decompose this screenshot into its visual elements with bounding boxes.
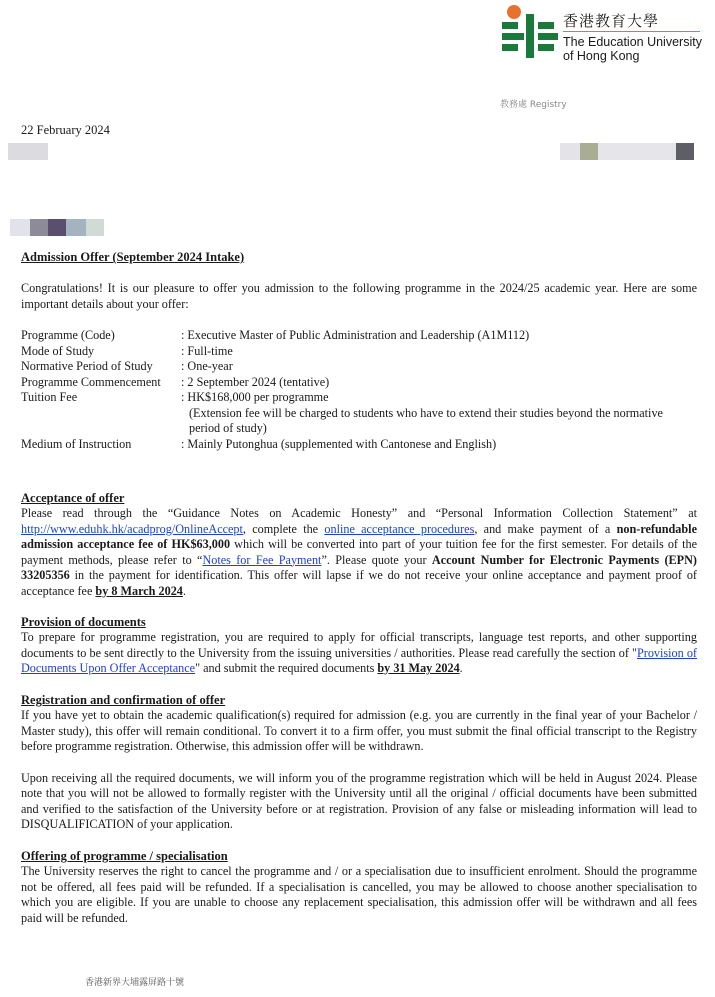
logo-english-line1: The Education University	[563, 35, 702, 49]
details-row	[21, 437, 697, 453]
redacted-block	[676, 143, 694, 160]
detail-value: : 2 September 2024 (tentative)	[181, 374, 330, 389]
registry-label: 教務處 Registry	[500, 100, 567, 110]
detail-value: : HK$168,000 per programme	[181, 390, 329, 404]
acceptance-text: Please read through the “Guidance Notes on Academic Honesty” and “Personal Information Collection Statement” at	[21, 506, 697, 520]
acceptance-text: , complete the	[242, 521, 325, 536]
epn-number-bold: Account Number for Electronic Payments (EPN) 33205356	[21, 552, 697, 582]
detail-value: : Full-time	[181, 343, 233, 358]
provision-paragraph	[21, 630, 697, 677]
redacted-block	[10, 219, 30, 236]
details-row	[21, 344, 697, 360]
intro-paragraph: Congratulations! It is our pleasure to offer you admission to the following programme in the 2024/25 academic year. Here are some important details about your offer:	[21, 281, 697, 311]
offering-section	[21, 849, 697, 926]
programme-details-table	[21, 328, 697, 452]
online-acceptance-procedures-link[interactable]: online acceptance procedures	[324, 521, 475, 536]
detail-label: Mode of Study	[21, 343, 95, 358]
provision-documents-link[interactable]: Provision of Documents Upon Offer Acceptance	[21, 645, 697, 675]
provision-deadline: by 31 May 2024	[377, 661, 460, 675]
provision-text: To prepare for programme registration, you are required to apply for official transcripts, language test reports, and other supporting documents to be sent directly to the University from the issuing universities / authorities. Please read carefully the section of "	[21, 630, 697, 660]
registration-paragraph-2: Upon receiving all the required documents, we will inform you of the programme registration which will be held in August 2024. Please note that you will not be allowed to formally register with the University until all the original / official documents have been submitted and verified to the satisfaction of the University before or at registration. Provision of any false or misleading information will lead to DISQUALIFICATION of your application.	[21, 770, 697, 831]
footer-address: 香港新界大埔露屏路十號	[85, 978, 185, 988]
logo-english-name	[563, 35, 702, 63]
detail-value: : One-year	[181, 359, 233, 373]
provision-section	[21, 615, 697, 677]
logo-chinese-name: 香港教育大學	[563, 12, 660, 30]
detail-label: Programme (Code)	[21, 328, 115, 342]
registration-title: Registration and confirmation of offer	[21, 693, 226, 707]
eduhk-logo-icon	[500, 4, 558, 62]
acceptance-deadline: by 8 March 2024	[95, 583, 183, 598]
detail-value-cell	[181, 390, 697, 437]
logo-english-line2: of Hong Kong	[563, 49, 640, 63]
redacted-block	[30, 219, 48, 236]
acceptance-text: .	[182, 583, 186, 598]
redacted-block	[48, 219, 66, 236]
provision-text: " and submit the required documents	[195, 661, 378, 675]
redacted-block	[66, 219, 86, 236]
acceptance-fee-bold: non-refundable admission acceptance fee of HK$63,000	[21, 521, 697, 551]
redacted-block	[86, 219, 104, 236]
detail-label: Medium of Instruction	[21, 436, 132, 451]
details-row	[21, 375, 697, 391]
registration-paragraph-1: If you have yet to obtain the academic qualification(s) required for admission (e.g. you are currently in the final year of your Bachelor / Master study), this offer will remain conditional. To convert it to a firm offer, you must submit the final official transcript to the Registry before programme registration. Otherwise, this admission offer will be withdrawn.	[21, 708, 697, 753]
offering-title: Offering of programme / specialisation	[21, 849, 228, 863]
acceptance-text: ”. Please quote your	[321, 552, 432, 567]
online-accept-url-link[interactable]: http://www.eduhk.hk/acadprog/OnlineAccept	[21, 521, 243, 536]
redacted-block	[598, 143, 676, 160]
redacted-block	[560, 143, 580, 160]
detail-value: : Mainly Putonghua (supplemented with Cantonese and English)	[181, 436, 497, 451]
details-row	[21, 390, 697, 437]
detail-label: Tuition Fee	[21, 390, 78, 404]
acceptance-paragraph	[21, 506, 697, 599]
details-row	[21, 328, 697, 344]
acceptance-text: which will be converted into part of your tuition fee for the first semester. For details of the payment methods, please refer to “	[21, 537, 697, 567]
registration-section	[21, 693, 697, 833]
acceptance-text: in the payment for identification. This offer will lapse if we do not receive your online acceptance and payment proof of acceptance fee	[21, 568, 697, 598]
acceptance-section	[21, 491, 697, 599]
offer-title: Admission Offer (September 2024 Intake)	[21, 250, 245, 264]
provision-text: .	[459, 661, 463, 675]
letter-date: 22 February 2024	[21, 123, 110, 137]
detail-label: Normative Period of Study	[21, 359, 153, 373]
detail-note: (Extension fee will be charged to students who have to extend their studies beyond the normative period of study)	[189, 405, 663, 435]
logo-divider	[563, 31, 700, 32]
redacted-block	[8, 143, 48, 160]
detail-value: : Executive Master of Public Administration and Leadership (A1M112)	[181, 328, 530, 342]
details-row	[21, 359, 697, 375]
acceptance-text: , and make payment of a	[474, 521, 617, 536]
detail-label: Programme Commencement	[21, 374, 161, 389]
acceptance-title: Acceptance of offer	[21, 491, 125, 505]
fee-payment-notes-link[interactable]: Notes for Fee Payment	[202, 552, 322, 567]
provision-title: Provision of documents	[21, 615, 146, 629]
offering-paragraph: The University reserves the right to cancel the programme and / or a specialisation due to insufficient enrolment. Should the programme not be offered, all fees paid will be refunded. If a specialisation is cancelled, you may be allowed to choose another specialisation to which you are eligible. If you are unable to choose any replacement specialisation, this admission offer will be withdrawn and all fees paid will be refunded.	[21, 864, 697, 925]
redacted-block	[580, 143, 598, 160]
